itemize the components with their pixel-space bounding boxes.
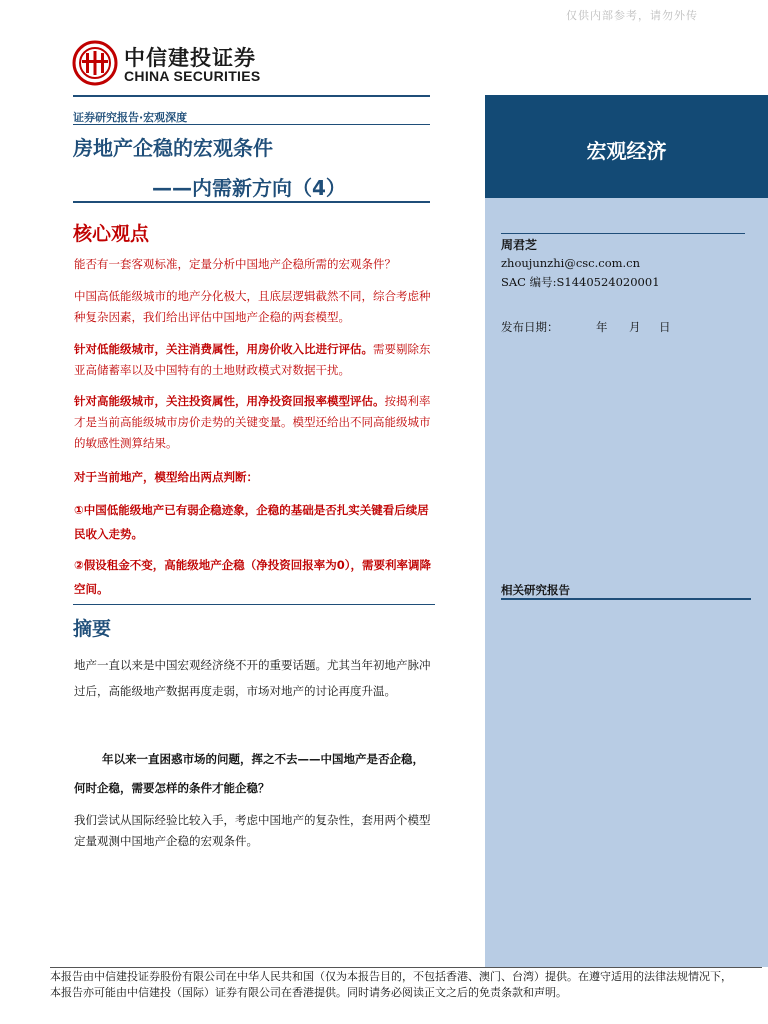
brand-name-cn: 中信建投证券 [124,46,256,70]
report-subtitle: ——内需新方向（4） [152,176,346,200]
publish-month: 月 [629,320,641,334]
disclaimer-footer [50,969,762,1001]
core-view-p4-rest: 按揭利率才是当前高能级城市房价走势的关键变量。模型还给出不同高能级城市的敏感性测算结果。 [74,394,431,450]
core-view-p3-bold: 针对低能级城市，关注消费属性，用房价收入比进行评估。 [74,342,373,356]
analyst-name: 周君芝 [501,238,538,252]
core-view-p6: ①中国低能级地产已有弱企稳迹象，企稳的基础是否扎实关键看后续居民收入走势。 [74,503,429,541]
publish-day: 日 [659,320,671,334]
citic-logo-icon [72,40,118,86]
core-view-p3 [74,339,436,381]
analyst-sac: SAC 编号:S1440524020001 [501,275,660,289]
core-view-p5: 对于当前地产，模型给出两点判断： [74,470,258,484]
footer-rule [50,967,762,968]
analyst-email[interactable]: zhoujunzhi@csc.com.cn [501,256,641,270]
related-reports-rule [501,598,751,600]
core-view-p4-bold: 针对高能级城市，关注投资属性，用净投资回报率模型评估。 [74,394,385,408]
footer-line-2: 本报告亦可能由中信建投（国际）证券有限公司在香港提供。同时请务必阅读正文之后的免责条款和声明。 [50,986,567,999]
footer-line-1: 本报告由中信建投证券股份有限公司在中华人民共和国（仅为本报告目的，不包括香港、澳门、台湾）提供。在遵守适用的法律法规情况下， [50,970,732,983]
sidebar-panel [485,95,768,967]
publish-date-label: 发布日期： [501,320,559,334]
summary-heading: 摘要 [73,618,112,640]
summary-p2: 年以来一直困惑市场的问题，挥之不去——中国地产是否企稳，何时企稳，需要怎样的条件才能企稳？ [74,752,424,795]
sidebar-header [485,95,768,198]
core-view-p3-rest: 需要剔除东亚高储蓄率以及中国特有的土地财政模式对数据干扰。 [74,342,431,377]
report-type: 证券研究报告·宏观深度 [73,111,188,124]
core-view-p4 [74,391,436,454]
core-view-p1: 能否有一套客观标准，定量分析中国地产企稳所需的宏观条件？ [74,257,396,271]
watermark: 仅供内部参考，请勿外传 [566,9,698,22]
analyst-top-rule [501,233,745,234]
title-top-rule [73,124,430,125]
report-title: 房地产企稳的宏观条件 [73,136,273,160]
core-views-heading: 核心观点 [73,223,150,245]
section-label: 宏观经济 [586,139,667,163]
brand-logo [72,40,282,90]
core-view-p2: 中国高低能级城市的地产分化极大，且底层逻辑截然不同，综合考虑种种复杂因素，我们给出评估中国地产企稳的两套模型。 [74,289,431,324]
core-views-bottom-rule [73,604,435,605]
core-view-p7: ②假设租金不变，高能级地产企稳（净投资回报率为0），需要利率调降空间。 [74,558,431,596]
brand-name-en: CHINA SECURITIES [124,68,261,84]
summary-p3: 我们尝试从国际经验比较入手，考虑中国地产的复杂性，套用两个模型定量观测中国地产企稳的宏观条件。 [74,813,431,848]
publish-date [501,319,671,335]
header-rule [73,95,430,97]
related-reports-heading: 相关研究报告 [501,583,570,597]
summary-p1: 地产一直以来是中国宏观经济绕不开的重要话题。尤其当年初地产脉冲过后，高能级地产数据再度走弱，市场对地产的讨论再度升温。 [74,658,431,698]
title-bottom-rule [73,201,430,203]
publish-year: 年 [596,320,608,334]
